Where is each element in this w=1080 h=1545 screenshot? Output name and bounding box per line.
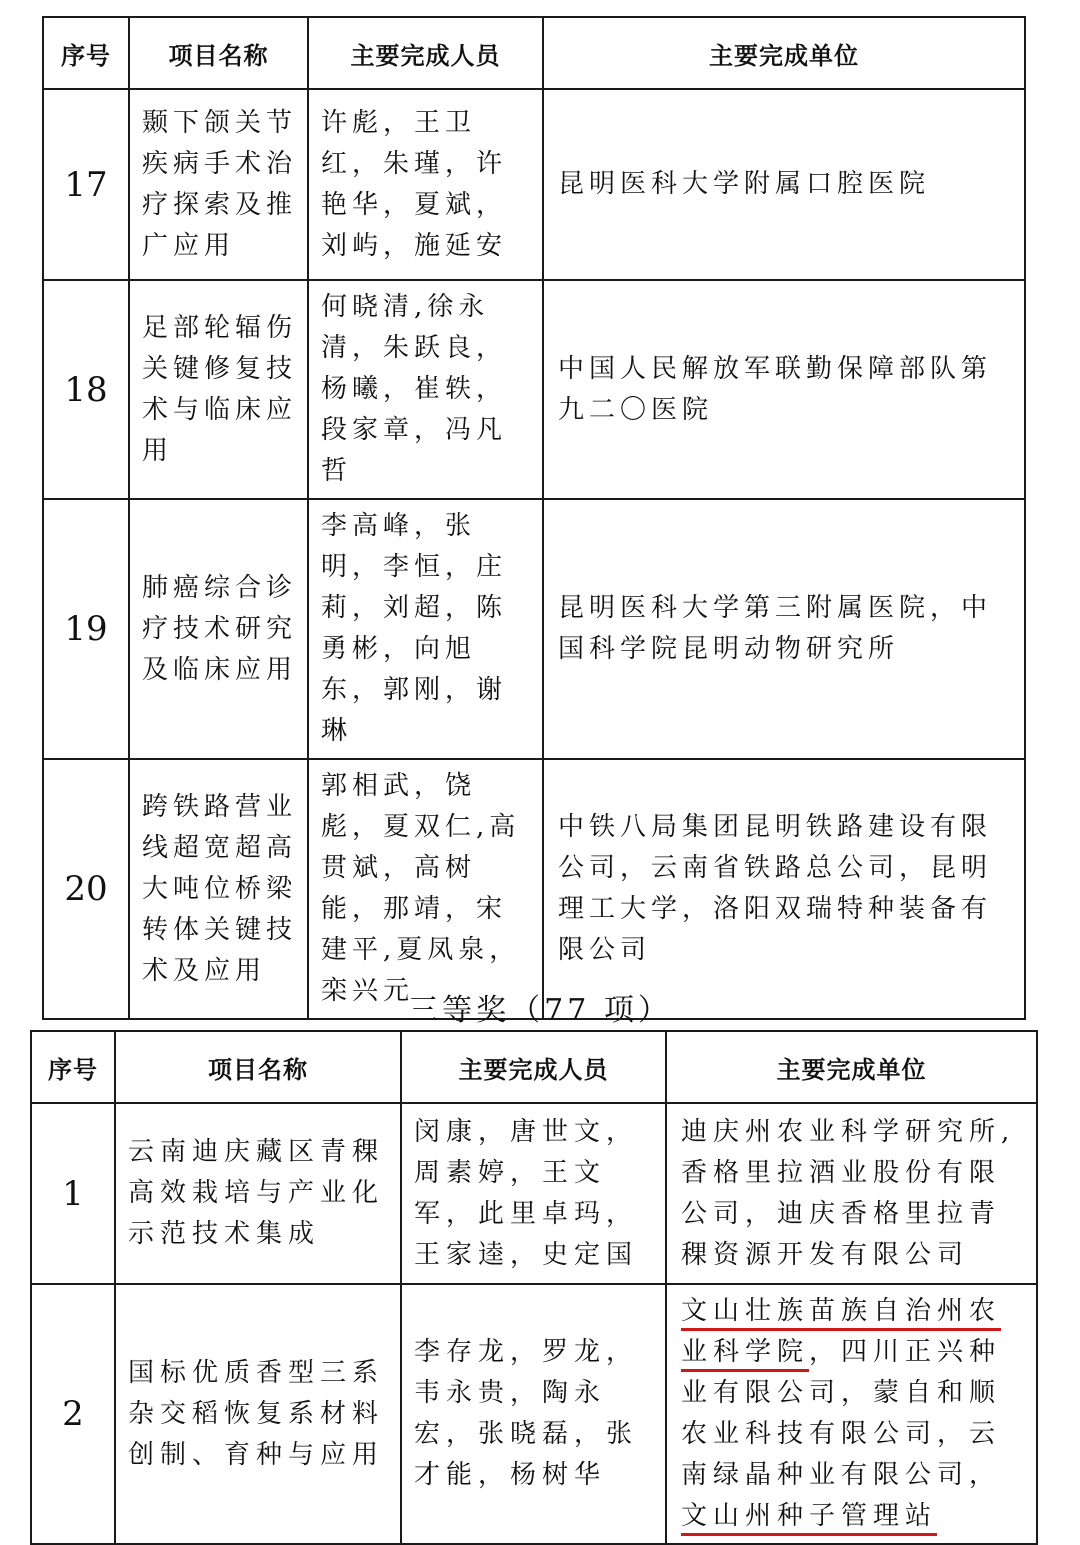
row-personnel: 郭相武，饶彪，夏双仁,高贯斌，高树能，那靖，宋建平,夏凤泉，栾兴元 (308, 759, 543, 1019)
row-index: 18 (43, 280, 129, 499)
row-personnel: 许彪，王卫红，朱瑾，许艳华，夏斌，刘屿，施延安 (308, 89, 543, 280)
row-index: 1 (31, 1103, 115, 1284)
table-second-prize (42, 16, 1026, 1020)
row-index: 2 (31, 1284, 115, 1544)
unit-text: ，四川正兴种业有限公司，蒙自和顺农业科技有限公司，云南绿晶种业有限公司， (681, 1337, 1002, 1490)
header-main-units: 主要完成单位 (543, 17, 1025, 89)
table-header-row (31, 1031, 1037, 1103)
header-index: 序号 (31, 1031, 115, 1103)
table-header-row (43, 17, 1025, 89)
row-personnel: 何晓清,徐永清，朱跃良，杨曦，崔轶，段家章，冯凡哲 (308, 280, 543, 499)
row-project-name: 云南迪庆藏区青稞高效栽培与产业化示范技术集成 (115, 1103, 401, 1284)
table-row (43, 89, 1025, 280)
header-main-units: 主要完成单位 (666, 1031, 1037, 1103)
row-personnel: 闵康，唐世文，周素婷，王文军，此里卓玛，王家逵，史定国 (401, 1103, 666, 1284)
header-main-personnel: 主要完成人员 (308, 17, 543, 89)
row-project-name: 国标优质香型三系杂交稻恢复系材料创制、育种与应用 (115, 1284, 401, 1544)
table-row (43, 499, 1025, 759)
row-project-name: 跨铁路营业线超宽超高大吨位桥梁转体关键技术及应用 (129, 759, 308, 1019)
row-index: 17 (43, 89, 129, 280)
row-units (666, 1284, 1037, 1544)
row-units: 中铁八局集团昆明铁路建设有限公司，云南省铁路总公司，昆明理工大学，洛阳双瑞特种装备有限公司 (543, 759, 1025, 1019)
table-row (31, 1284, 1037, 1544)
row-project-name: 足部轮辐伤关键修复技术与临床应用 (129, 280, 308, 499)
row-project-name: 肺癌综合诊疗技术研究及临床应用 (129, 499, 308, 759)
row-project-name: 颞下颌关节疾病手术治疗探索及推广应用 (129, 89, 308, 280)
row-units: 中国人民解放军联勤保障部队第九二〇医院 (543, 280, 1025, 499)
row-personnel: 李存龙，罗龙，韦永贵，陶永宏，张晓磊，张才能，杨树华 (401, 1284, 666, 1544)
underlined-unit-wenshan-seed-station: 文山州种子管理站 (681, 1501, 938, 1531)
row-units: 昆明医科大学附属口腔医院 (543, 89, 1025, 280)
header-project-name: 项目名称 (129, 17, 308, 89)
row-index: 20 (43, 759, 129, 1019)
underlined-unit-wenshan-academy: 文山壮族苗族自治州农业科学院 (681, 1296, 1002, 1367)
table-row (43, 280, 1025, 499)
row-units: 昆明医科大学第三附属医院，中国科学院昆明动物研究所 (543, 499, 1025, 759)
header-index: 序号 (43, 17, 129, 89)
table-third-prize (30, 1030, 1038, 1545)
section-title-third-prize: 三等奖（77 项） (408, 993, 672, 1028)
header-main-personnel: 主要完成人员 (401, 1031, 666, 1103)
header-project-name: 项目名称 (115, 1031, 401, 1103)
table-row (43, 759, 1025, 1019)
row-units: 迪庆州农业科学研究所,香格里拉酒业股份有限公司，迪庆香格里拉青稞资源开发有限公司 (666, 1103, 1037, 1284)
row-personnel: 李高峰，张明，李恒，庄莉，刘超，陈勇彬，向旭东，郭刚，谢琳 (308, 499, 543, 759)
table-row (31, 1103, 1037, 1284)
row-index: 19 (43, 499, 129, 759)
